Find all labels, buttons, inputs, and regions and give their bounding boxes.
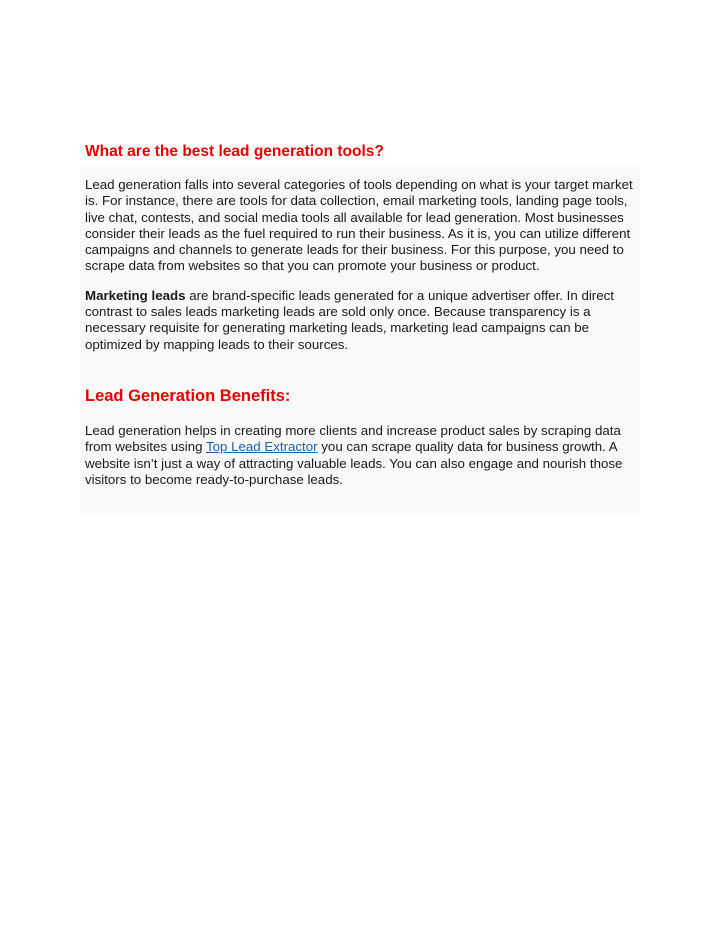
paragraph-marketing-leads <box>85 288 640 353</box>
top-lead-extractor-link[interactable]: Top Lead Extractor <box>205 439 318 455</box>
section-heading-best-tools: What are the best lead generation tools? <box>85 143 384 160</box>
paragraph-benefits <box>85 423 640 488</box>
paragraph-text: Lead generation falls into several categories of tools depending on what is your target market is. For instance, there are tools for data collection, email marketing tools, landing page tools, live chat, contests, and social media tools all available for lead generation. Most businesses consider their leads as the fuel required to run their business. As it is, you can utilize different campaigns and channels to generate leads for their business. For this purpose, you need to scrape data from websites so that you can promote your business or product. <box>85 177 633 274</box>
document-page <box>85 141 640 488</box>
marketing-leads-description: are brand-specific leads generated for a unique advertiser offer. In direct contrast to sales leads marketing leads are sold only once. Because transparency is a necessary requisite for generating marketing leads, marketing lead campaigns can be optimized by mapping leads to their sources. <box>85 287 614 352</box>
paragraph-lead-generation-categories <box>85 177 640 275</box>
benefits-text-before-link: Lead generation helps in creating more clients and increase product sales by scraping data from websites using <box>85 422 621 455</box>
benefits-text-after-link: you can scrape quality data for business growth. A website isn’t just a way of attracting valuable leads. You can also engage and nourish those visitors to become ready-to-purchase leads. <box>85 439 623 487</box>
section-heading-benefits: Lead Generation Benefits: <box>85 386 291 405</box>
marketing-leads-term: Marketing leads <box>85 287 186 303</box>
